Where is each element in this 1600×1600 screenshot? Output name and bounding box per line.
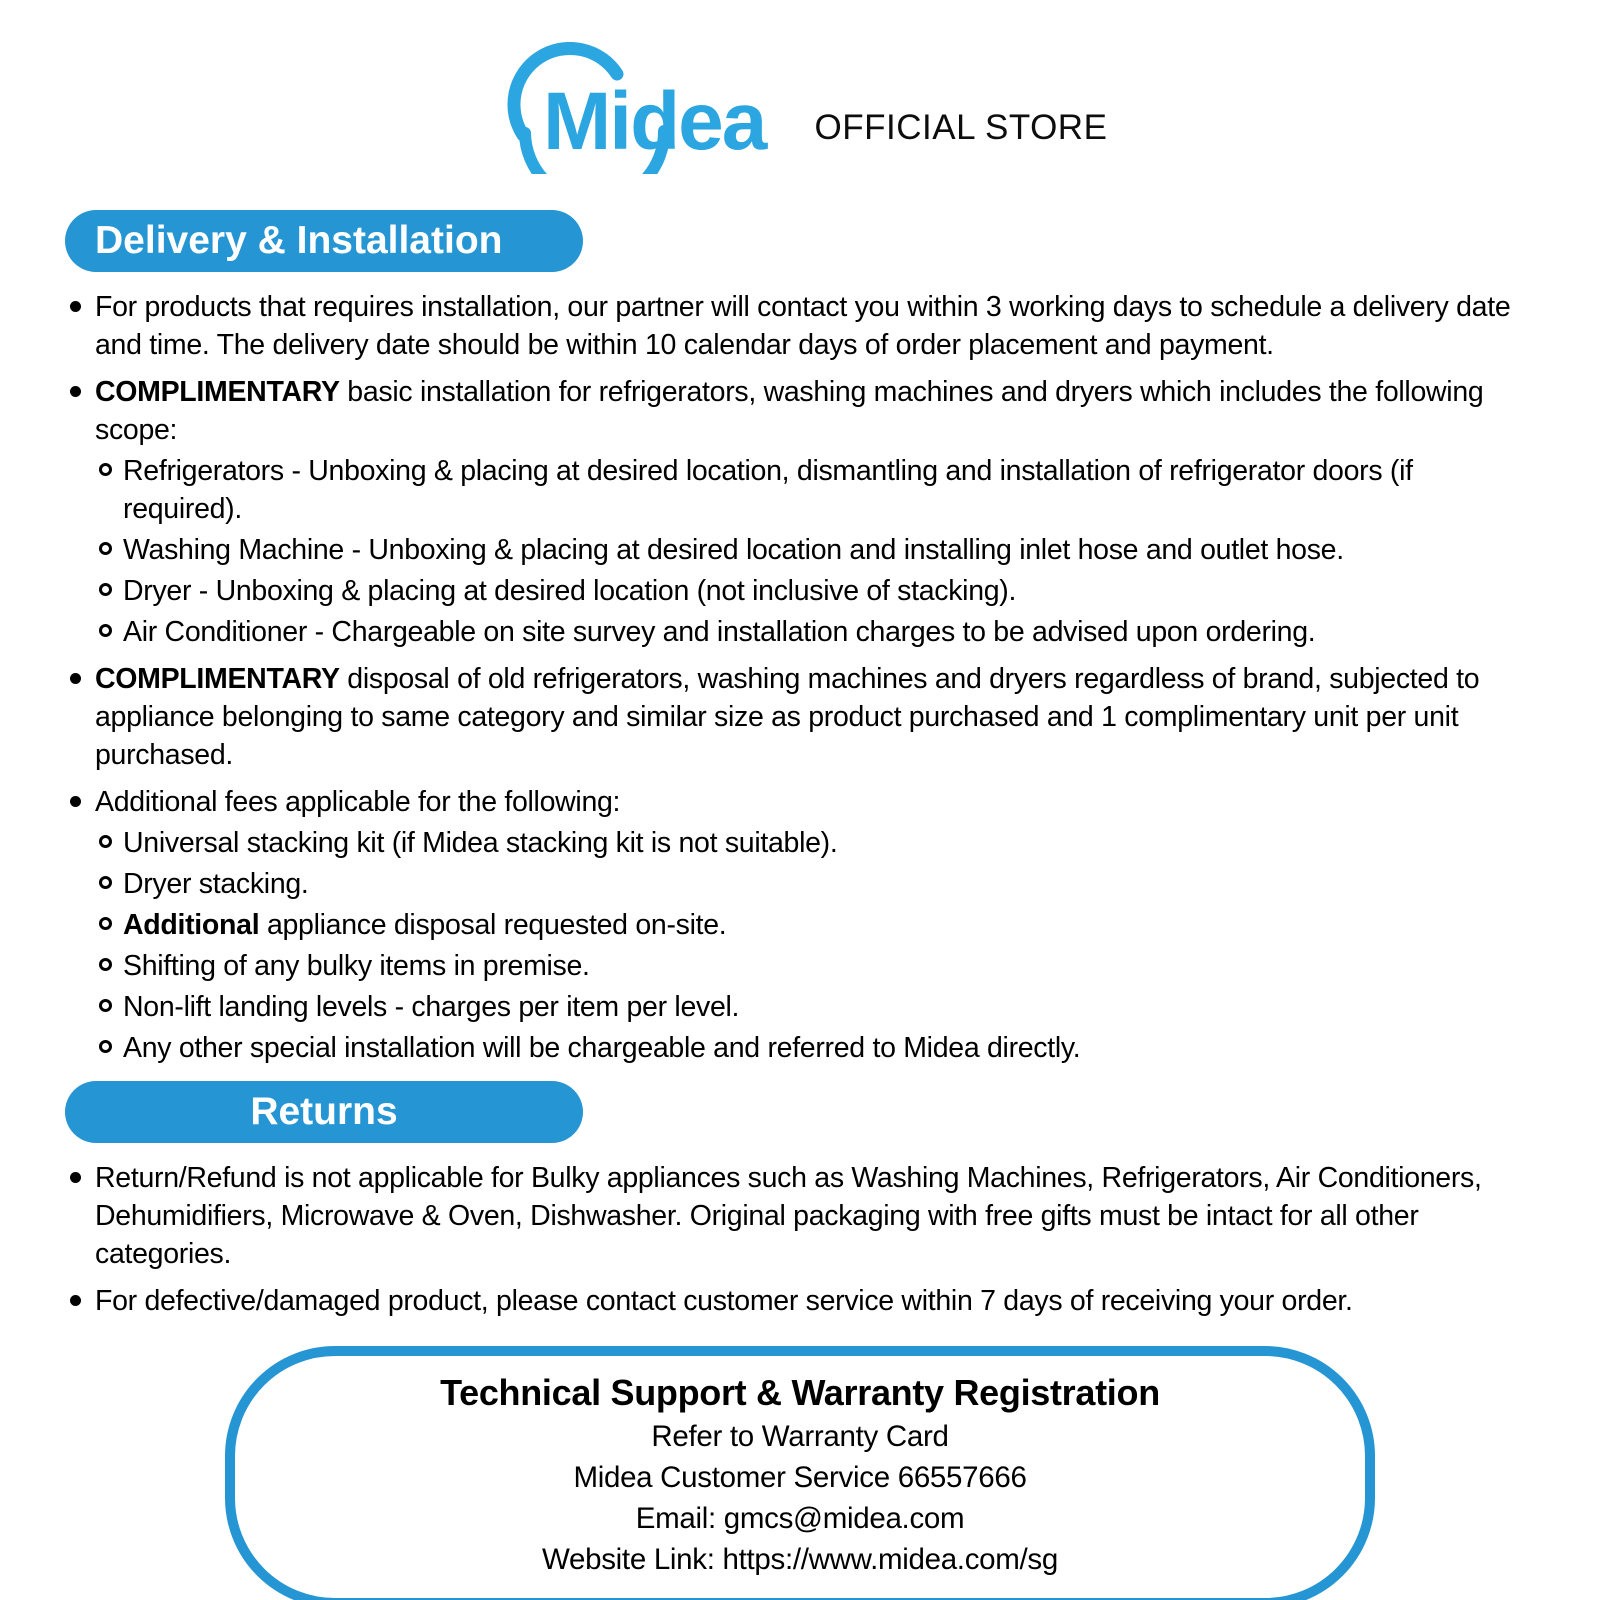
official-store-label: OFFICIAL STORE [814, 108, 1108, 147]
list-item: Return/Refund is not applicable for Bulky appliances such as Washing Machines, Refrigerators, Air Conditioners, Dehumidifiers, Microwave & Oven, Dishwasher. Original packaging with free gifts must be intact for all other categories. [65, 1159, 1537, 1273]
list-item: COMPLIMENTARY disposal of old refrigerators, washing machines and dryers regardless of brand, subjected to appliance belonging to same category and similar size as product purchased and 1 complimentary unit per unit purchased. [65, 660, 1537, 774]
sub-list-item: Additional appliance disposal requested on-site. [65, 906, 1537, 944]
bullet-icon [70, 1295, 81, 1306]
circle-bullet-icon [99, 835, 112, 848]
section-title: Returns [250, 1090, 398, 1133]
support-warranty-line: Refer to Warranty Card [651, 1420, 949, 1453]
circle-bullet-icon [99, 463, 112, 476]
section-title: Delivery & Installation [95, 219, 503, 262]
logo-wordmark: Midea [542, 76, 765, 167]
sub-list-item: Dryer - Unboxing & placing at desired location (not inclusive of stacking). [65, 572, 1537, 610]
bullet-icon [70, 673, 81, 684]
list-item: COMPLIMENTARY basic installation for refrigerators, washing machines and dryers which includes the following scope: [65, 373, 1537, 449]
bullet-icon [70, 796, 81, 807]
sub-list-item: Any other special installation will be chargeable and referred to Midea directly. [65, 1029, 1537, 1067]
sub-list-item: Shifting of any bulky items in premise. [65, 947, 1537, 985]
sub-list-item: Refrigerators - Unboxing & placing at desired location, dismantling and installation of refrigerator doors (if required). [65, 452, 1537, 528]
sub-list-item: Non-lift landing levels - charges per item per level. [65, 988, 1537, 1026]
midea-logo [493, 42, 793, 174]
delivery-list [65, 288, 1537, 1067]
sub-list-item: Air Conditioner - Chargeable on site survey and installation charges to be advised upon ordering. [65, 613, 1537, 651]
circle-bullet-icon [99, 958, 112, 971]
circle-bullet-icon [99, 583, 112, 596]
header [0, 0, 1600, 174]
circle-bullet-icon [99, 624, 112, 637]
bullet-icon [70, 1172, 81, 1183]
technical-support-box [225, 1346, 1375, 1600]
support-website-line: Website Link: https://www.midea.com/sg [542, 1543, 1058, 1576]
sub-list-item: Washing Machine - Unboxing & placing at desired location and installing inlet hose and outlet hose. [65, 531, 1537, 569]
section-header-returns [65, 1081, 583, 1143]
returns-list [65, 1159, 1537, 1320]
list-item: Additional fees applicable for the following: [65, 783, 1537, 821]
circle-bullet-icon [99, 917, 112, 930]
circle-bullet-icon [99, 876, 112, 889]
bullet-icon [70, 386, 81, 397]
support-email-line: Email: gmcs@midea.com [635, 1502, 965, 1535]
support-phone-line: Midea Customer Service 66557666 [573, 1461, 1027, 1494]
list-item: For products that requires installation, our partner will contact you within 3 working days to schedule a delivery date and time. The delivery date should be within 10 calendar days of order placement and payment. [65, 288, 1537, 364]
circle-bullet-icon [99, 999, 112, 1012]
circle-bullet-icon [99, 1040, 112, 1053]
list-item: For defective/damaged product, please contact customer service within 7 days of receiving your order. [65, 1282, 1537, 1320]
section-header-delivery [65, 210, 583, 272]
bullet-icon [70, 301, 81, 312]
sub-list-item: Dryer stacking. [65, 865, 1537, 903]
sub-list-item: Universal stacking kit (if Midea stacking kit is not suitable). [65, 824, 1537, 862]
support-box-title: Technical Support & Warranty Registration [440, 1372, 1160, 1413]
circle-bullet-icon [99, 542, 112, 555]
